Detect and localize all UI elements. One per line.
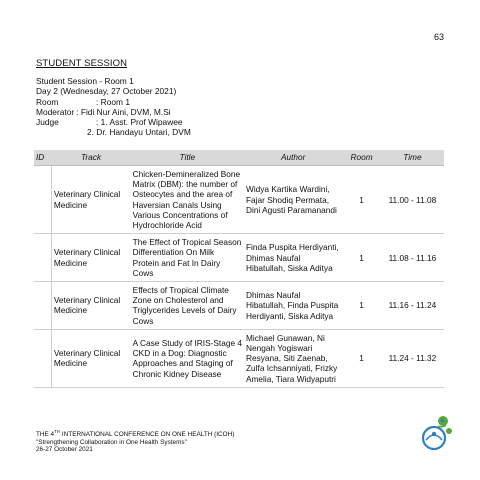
room-value: : Room 1 — [96, 96, 130, 107]
cell-track: Veterinary Clinical Medicine — [51, 234, 130, 282]
cell-time: 11.16 - 11.24 — [381, 282, 444, 330]
judge-2: 2. Dr. Handayu Untari, DVM — [87, 127, 191, 138]
header-track: Track — [51, 150, 130, 166]
cell-author: Michael Gunawan, Ni Nengah Yogiswari Resyana, Siti Zaenab, Zulfa Ichsanniyati, Frizky Amelia, Tiara Widyaputri — [244, 329, 342, 387]
session-moderator — [36, 107, 191, 117]
conference-footer — [36, 428, 234, 454]
cell-id — [34, 329, 51, 387]
header-time: Time — [381, 150, 444, 166]
header-id: ID — [34, 150, 51, 166]
moderator-value: : Fidi Nur Aini, DVM, M.Si — [76, 106, 171, 117]
cell-room: 1 — [342, 166, 380, 234]
cell-title: Effects of Tropical Climate Zone on Cholesterol and Triglycerides Levels of Dairy Cows — [131, 282, 244, 330]
table-header-row — [34, 150, 444, 166]
cell-room: 1 — [342, 282, 380, 330]
session-room — [36, 97, 191, 107]
session-info — [36, 76, 191, 138]
judge-label: Judge — [36, 117, 59, 128]
cell-track: Veterinary Clinical Medicine — [51, 166, 130, 234]
session-heading: Student Session - Room 1 — [36, 76, 134, 86]
cell-room: 1 — [342, 329, 380, 387]
judge-1: : 1. Asst. Prof Wipawee — [96, 117, 183, 128]
cell-room: 1 — [342, 234, 380, 282]
cell-author: Dhimas Naufal Hibatullah, Finda Puspita Herdiyanti, Siska Aditya — [244, 282, 342, 330]
header-author: Author — [244, 150, 342, 166]
moderator-label: Moderator — [36, 106, 75, 117]
room-label: Room — [36, 96, 59, 107]
table-row — [34, 329, 444, 387]
footer-superscript: TH — [54, 429, 61, 434]
cell-id — [34, 282, 51, 330]
cell-title: A Case Study of IRIS-Stage 4 CKD in a Dog: Diagnostic Approaches and Staging of Chronic Kidney Disease — [131, 329, 244, 387]
session-day: Day 2 (Wednesday, 27 October 2021) — [36, 86, 177, 97]
cell-time: 11.24 - 11.32 — [381, 329, 444, 387]
conference-logo-icon — [420, 412, 456, 452]
table-row — [34, 234, 444, 282]
cell-id — [34, 166, 51, 234]
header-room: Room — [342, 150, 380, 166]
cell-time: 11.00 - 11.08 — [381, 166, 444, 234]
footer-conference-name — [36, 428, 234, 439]
footer-theme: "Strengthening Collaboration in One Health Systems" — [36, 438, 187, 446]
section-title: STUDENT SESSION — [36, 58, 128, 69]
cell-author: Widya Kartika Wardini, Fajar Shodiq Permata, Dini Agusti Paramanandi — [244, 166, 342, 234]
table-row — [34, 282, 444, 330]
cell-id — [34, 234, 51, 282]
cell-time: 11.08 - 11.16 — [381, 234, 444, 282]
session-judge — [36, 117, 191, 127]
cell-title: Chicken-Demineralized Bone Matrix (DBM): the number of Osteocytes and the area of Haversian Canals Using Various Concentrations of Hydrochloride Acid — [131, 166, 244, 234]
cell-track: Veterinary Clinical Medicine — [51, 282, 130, 330]
schedule-table — [34, 150, 444, 388]
header-title: Title — [131, 150, 244, 166]
cell-title: The Effect of Tropical Season Differentiation On Milk Protein and Fat In Dairy Cows — [131, 234, 244, 282]
footer-suffix: INTERNATIONAL CONFERENCE ON ONE HEALTH (ICOH) — [60, 431, 235, 439]
page-number: 63 — [433, 32, 444, 42]
footer-dates: 26-27 October 2021 — [36, 446, 93, 454]
cell-track: Veterinary Clinical Medicine — [51, 329, 130, 387]
footer-prefix: THE 4 — [36, 431, 55, 439]
cell-author: Finda Puspita Herdiyanti, Dhimas Naufal Hibatullah, Siska Aditya — [244, 234, 342, 282]
table-row — [34, 166, 444, 234]
